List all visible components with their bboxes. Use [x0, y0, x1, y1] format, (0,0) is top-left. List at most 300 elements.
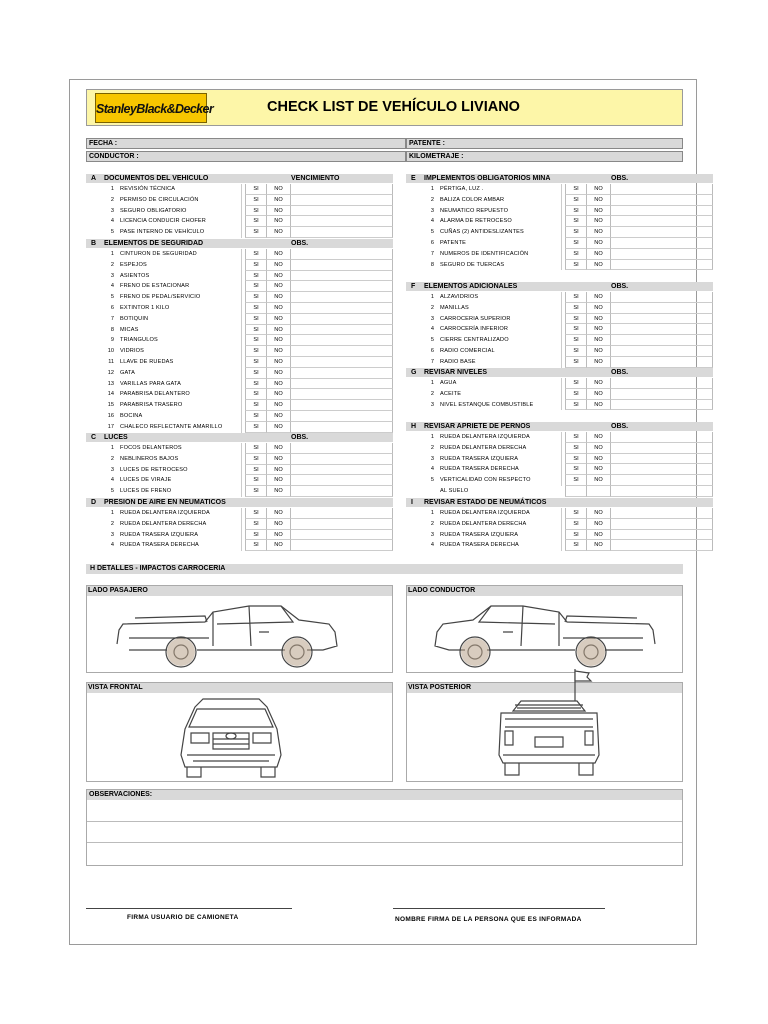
obs-cell[interactable]: [290, 411, 393, 422]
obs-cell[interactable]: [290, 443, 393, 454]
item-label: FOCOS DELANTEROS: [120, 445, 182, 451]
no-checkbox[interactable]: NO: [586, 216, 610, 227]
checklist-row: [86, 540, 393, 551]
no-checkbox[interactable]: NO: [586, 519, 610, 530]
section-header-b: [86, 239, 393, 248]
item-number: 6: [430, 240, 434, 246]
yes-checkbox[interactable]: SI: [565, 195, 586, 206]
no-cell-empty[interactable]: [586, 486, 610, 497]
no-checkbox[interactable]: NO: [586, 346, 610, 357]
checklist-row: [86, 519, 393, 530]
checklist-row: [86, 400, 393, 411]
yes-checkbox[interactable]: SI: [565, 519, 586, 530]
item-number: 1: [110, 510, 114, 516]
no-checkbox[interactable]: NO: [266, 260, 290, 271]
item-label: ACEITE: [440, 390, 462, 397]
yes-checkbox[interactable]: SI: [245, 454, 266, 465]
no-checkbox[interactable]: NO: [586, 357, 610, 368]
obs-cell[interactable]: [290, 216, 393, 227]
yes-checkbox[interactable]: SI: [245, 540, 266, 551]
checklist-row: [406, 475, 713, 486]
item-label: FRENO DE PEDAL/SERVICIO: [120, 294, 201, 301]
obs-cell[interactable]: [610, 238, 713, 249]
yes-checkbox[interactable]: SI: [565, 540, 586, 551]
no-checkbox[interactable]: NO: [586, 314, 610, 325]
no-checkbox[interactable]: NO: [266, 454, 290, 465]
no-checkbox[interactable]: NO: [586, 227, 610, 238]
no-checkbox[interactable]: NO: [266, 475, 290, 486]
yes-checkbox[interactable]: SI: [245, 389, 266, 400]
obs-cell[interactable]: [610, 216, 713, 227]
obs-cell[interactable]: [610, 357, 713, 368]
kilometraje-field[interactable]: KILOMETRAJE :: [406, 151, 683, 162]
pickup-truck-side-icon: [429, 598, 663, 672]
item-number: 3: [430, 207, 434, 214]
yes-checkbox[interactable]: SI: [245, 216, 266, 227]
checklist-row: [86, 314, 393, 325]
item-number: 2: [110, 261, 114, 268]
no-checkbox[interactable]: NO: [266, 519, 290, 530]
yes-checkbox[interactable]: SI: [565, 508, 586, 519]
obs-cell[interactable]: [610, 475, 713, 486]
no-checkbox[interactable]: NO: [586, 206, 610, 217]
no-checkbox[interactable]: NO: [266, 422, 290, 433]
yes-checkbox[interactable]: SI: [245, 184, 266, 195]
no-checkbox[interactable]: NO: [266, 379, 290, 390]
item-number: 4: [110, 477, 114, 484]
yes-checkbox[interactable]: SI: [565, 346, 586, 357]
no-checkbox[interactable]: NO: [266, 314, 290, 325]
yes-checkbox[interactable]: SI: [245, 379, 266, 390]
no-checkbox[interactable]: NO: [266, 368, 290, 379]
checklist-row: [406, 432, 713, 443]
item-label: RUEDA TRASERA DERECHA: [440, 542, 519, 549]
no-checkbox[interactable]: NO: [586, 303, 610, 314]
checklist-row: [406, 314, 713, 325]
no-checkbox[interactable]: NO: [266, 400, 290, 411]
lado-pasajero-label: LADO PASAJERO: [87, 586, 392, 596]
yes-checkbox[interactable]: SI: [565, 443, 586, 454]
yes-checkbox[interactable]: SI: [565, 464, 586, 475]
item-label: MANILLAS: [440, 304, 469, 311]
yes-checkbox[interactable]: SI: [245, 530, 266, 541]
no-checkbox[interactable]: NO: [266, 184, 290, 195]
item-label: AGUA: [440, 380, 457, 386]
obs-cell[interactable]: [290, 422, 393, 433]
yes-checkbox[interactable]: SI: [565, 389, 586, 400]
yes-checkbox[interactable]: SI: [565, 357, 586, 368]
item-label: VIDRIOS: [120, 348, 145, 355]
observaciones-line[interactable]: [87, 843, 682, 865]
no-checkbox[interactable]: NO: [586, 335, 610, 346]
no-checkbox[interactable]: NO: [586, 389, 610, 400]
checklist-row: [406, 454, 713, 465]
item-label: RUEDA DELANTERA IZQUIERDA: [120, 510, 210, 516]
yes-checkbox[interactable]: SI: [565, 184, 586, 195]
obs-cell[interactable]: [610, 519, 713, 530]
obs-cell[interactable]: [290, 335, 393, 346]
obs-cell[interactable]: [610, 260, 713, 271]
no-checkbox[interactable]: NO: [586, 195, 610, 206]
section-title: ELEMENTOS DE SEGURIDAD: [104, 240, 204, 247]
checklist-row: [406, 530, 713, 541]
no-checkbox[interactable]: NO: [266, 303, 290, 314]
yes-checkbox[interactable]: SI: [245, 325, 266, 336]
no-checkbox[interactable]: NO: [586, 378, 610, 389]
no-checkbox[interactable]: NO: [266, 530, 290, 541]
flag-icon: [571, 667, 593, 701]
obs-cell[interactable]: [290, 465, 393, 476]
section-title: PRESION DE AIRE EN NEUMATICOS: [104, 499, 226, 506]
yes-checkbox[interactable]: SI: [245, 475, 266, 486]
yes-checkbox[interactable]: SI: [565, 303, 586, 314]
section-header-h: [406, 422, 713, 431]
section-title: ELEMENTOS ADICIONALES: [424, 283, 518, 290]
section-header-f: [406, 282, 713, 291]
yes-checkbox[interactable]: SI: [245, 292, 266, 303]
checklist-row: [86, 260, 393, 271]
item-number: 2: [430, 444, 434, 451]
section-obs-label: OBS.: [291, 240, 309, 247]
obs-cell[interactable]: [290, 303, 393, 314]
yes-checkbox[interactable]: SI: [245, 357, 266, 368]
item-label: RADIO COMERCIAL: [440, 348, 495, 354]
obs-cell[interactable]: [610, 443, 713, 454]
page-title: CHECK LIST DE VEHÍCULO LIVIANO: [267, 99, 520, 115]
yes-checkbox[interactable]: SI: [245, 314, 266, 325]
item-label: RUEDA DELANTERA DERECHA: [120, 520, 207, 527]
section-letter: H: [411, 423, 417, 430]
obs-cell[interactable]: [290, 519, 393, 530]
checklist-row: [86, 227, 393, 238]
checklist-row: [86, 475, 393, 486]
yes-checkbox[interactable]: SI: [245, 335, 266, 346]
checklist-row: [406, 540, 713, 551]
lado-conductor-box[interactable]: [406, 585, 683, 673]
no-checkbox[interactable]: NO: [266, 195, 290, 206]
item-number: 1: [430, 510, 434, 516]
obs-cell[interactable]: [290, 314, 393, 325]
no-checkbox[interactable]: NO: [586, 432, 610, 443]
conductor-field[interactable]: CONDUCTOR :: [86, 151, 406, 162]
obs-cell[interactable]: [610, 292, 713, 303]
observaciones-line[interactable]: [87, 800, 682, 822]
yes-checkbox[interactable]: SI: [245, 195, 266, 206]
no-checkbox[interactable]: NO: [586, 475, 610, 486]
yes-checkbox[interactable]: SI: [565, 260, 586, 271]
yes-checkbox[interactable]: SI: [565, 324, 586, 335]
item-number: 5: [110, 294, 114, 301]
yes-checkbox[interactable]: SI: [245, 465, 266, 476]
obs-cell[interactable]: [610, 432, 713, 443]
signature-line-right[interactable]: [393, 908, 605, 909]
no-checkbox[interactable]: NO: [266, 206, 290, 217]
item-number: 2: [430, 196, 434, 203]
no-checkbox[interactable]: NO: [586, 184, 610, 195]
yes-checkbox[interactable]: SI: [565, 249, 586, 260]
signature-line-left[interactable]: [86, 908, 292, 909]
obs-cell[interactable]: [610, 206, 713, 217]
obs-cell[interactable]: [610, 227, 713, 238]
yes-checkbox[interactable]: SI: [565, 292, 586, 303]
no-checkbox[interactable]: NO: [266, 508, 290, 519]
yes-checkbox[interactable]: SI: [245, 422, 266, 433]
no-checkbox[interactable]: NO: [586, 530, 610, 541]
yes-checkbox[interactable]: SI: [245, 206, 266, 217]
obs-cell[interactable]: [290, 540, 393, 551]
obs-cell[interactable]: [290, 260, 393, 271]
fecha-field[interactable]: FECHA :: [86, 138, 406, 149]
obs-cell[interactable]: [610, 530, 713, 541]
item-label: TRIANGULOS: [120, 337, 158, 344]
item-number: 3: [110, 272, 114, 279]
item-number: 1: [110, 445, 114, 451]
item-number: 3: [110, 207, 114, 214]
checklist-row: [86, 206, 393, 217]
no-checkbox[interactable]: NO: [266, 486, 290, 497]
obs-cell[interactable]: [610, 314, 713, 325]
item-number: 3: [430, 531, 434, 538]
obs-cell[interactable]: [290, 195, 393, 206]
obs-cell[interactable]: [610, 324, 713, 335]
lado-pasajero-box[interactable]: [86, 585, 393, 673]
form-header: [86, 89, 683, 126]
obs-cell[interactable]: [290, 368, 393, 379]
section-title: DOCUMENTOS DEL VEHICULO: [104, 175, 209, 182]
checklist-row: [406, 324, 713, 335]
no-checkbox[interactable]: NO: [586, 540, 610, 551]
yes-checkbox[interactable]: SI: [245, 400, 266, 411]
item-label: ALARMA DE RETROCESO: [440, 218, 512, 225]
obs-cell[interactable]: [610, 389, 713, 400]
yes-checkbox[interactable]: SI: [565, 530, 586, 541]
obs-cell[interactable]: [610, 454, 713, 465]
no-checkbox[interactable]: NO: [266, 357, 290, 368]
obs-cell[interactable]: [610, 508, 713, 519]
no-checkbox[interactable]: NO: [266, 216, 290, 227]
yes-checkbox[interactable]: SI: [245, 227, 266, 238]
item-label: LUCES DE FRENO: [120, 488, 172, 495]
item-label: REVISIÓN TÉCNICA: [120, 186, 176, 192]
obs-cell[interactable]: [290, 400, 393, 411]
item-number: 1: [430, 186, 434, 192]
obs-cell[interactable]: [610, 400, 713, 411]
no-checkbox[interactable]: NO: [586, 443, 610, 454]
obs-cell[interactable]: [290, 281, 393, 292]
obs-cell[interactable]: [290, 357, 393, 368]
yes-checkbox[interactable]: SI: [245, 411, 266, 422]
obs-cell[interactable]: [290, 227, 393, 238]
section-letter: A: [91, 175, 97, 182]
checklist-row: [406, 227, 713, 238]
item-number: 3: [430, 315, 434, 322]
item-number: 4: [430, 542, 434, 549]
no-checkbox[interactable]: NO: [266, 411, 290, 422]
checklist-row: [86, 346, 393, 357]
obs-cell[interactable]: [610, 346, 713, 357]
item-number: 11: [108, 359, 114, 365]
no-checkbox[interactable]: NO: [266, 335, 290, 346]
item-label: CARROCERÍA INFERIOR: [440, 326, 509, 333]
yes-checkbox[interactable]: SI: [565, 314, 586, 325]
item-label: PASE INTERNO DE VEHÍCULO: [120, 229, 205, 236]
item-label: PARABRISA TRASERO: [120, 402, 183, 409]
item-number: 2: [110, 520, 114, 527]
yes-checkbox[interactable]: SI: [245, 281, 266, 292]
checklist-row: [406, 335, 713, 346]
obs-cell[interactable]: [290, 292, 393, 303]
no-checkbox[interactable]: NO: [266, 271, 290, 282]
yes-checkbox[interactable]: SI: [245, 249, 266, 260]
vista-frontal-box[interactable]: [86, 682, 393, 782]
yes-checkbox[interactable]: SI: [245, 486, 266, 497]
observaciones-box[interactable]: [86, 789, 683, 866]
yes-checkbox[interactable]: SI: [245, 260, 266, 271]
item-number: 12: [107, 369, 114, 376]
obs-cell[interactable]: [610, 486, 713, 497]
item-number: 2: [430, 304, 434, 311]
no-checkbox[interactable]: NO: [586, 238, 610, 249]
item-number: 7: [110, 315, 114, 322]
obs-cell[interactable]: [290, 389, 393, 400]
item-label: CHALECO REFLECTANTE AMARILLO: [120, 423, 223, 430]
yes-checkbox[interactable]: SI: [565, 335, 586, 346]
obs-cell[interactable]: [290, 486, 393, 497]
yes-checkbox[interactable]: SI: [245, 271, 266, 282]
section-letter: E: [411, 175, 416, 182]
obs-cell[interactable]: [290, 379, 393, 390]
checklist-row: [406, 464, 713, 475]
yes-checkbox[interactable]: SI: [245, 508, 266, 519]
section-obs-label: OBS.: [611, 175, 629, 182]
yes-checkbox[interactable]: SI: [245, 346, 266, 357]
no-checkbox[interactable]: NO: [586, 400, 610, 411]
no-checkbox[interactable]: NO: [266, 346, 290, 357]
item-label: CINTURON DE SEGURIDAD: [120, 251, 197, 257]
yes-checkbox[interactable]: SI: [245, 519, 266, 530]
obs-cell[interactable]: [290, 325, 393, 336]
company-logo: StanleyBlack&Decker: [95, 93, 207, 123]
no-checkbox[interactable]: NO: [266, 443, 290, 454]
patente-field[interactable]: PATENTE :: [406, 138, 683, 149]
yes-checkbox[interactable]: SI: [245, 443, 266, 454]
yes-checkbox[interactable]: SI: [565, 454, 586, 465]
item-number: 1: [430, 294, 434, 300]
no-checkbox[interactable]: NO: [266, 540, 290, 551]
checklist-row: [86, 357, 393, 368]
item-label: RUEDA TRASERA DERECHA: [440, 466, 519, 473]
section-title: REVISAR ESTADO DE NEUMÁTICOS: [424, 499, 547, 506]
item-number: 14: [107, 391, 114, 398]
no-checkbox[interactable]: NO: [586, 292, 610, 303]
yes-checkbox[interactable]: SI: [565, 475, 586, 486]
section-letter: C: [91, 434, 97, 441]
vista-frontal-label: VISTA FRONTAL: [87, 683, 392, 693]
no-checkbox[interactable]: NO: [586, 508, 610, 519]
checklist-row: [86, 454, 393, 465]
item-number: 4: [430, 218, 434, 225]
section-letter: D: [91, 499, 97, 506]
checklist-row: [86, 530, 393, 541]
item-label: ASIENTOS: [120, 272, 150, 279]
obs-cell[interactable]: [290, 346, 393, 357]
obs-cell[interactable]: [290, 530, 393, 541]
observaciones-line[interactable]: [87, 822, 682, 844]
item-number: 5: [430, 337, 434, 344]
yes-cell-empty[interactable]: [565, 486, 586, 497]
obs-cell[interactable]: [610, 335, 713, 346]
obs-cell[interactable]: [290, 249, 393, 260]
no-checkbox[interactable]: NO: [586, 464, 610, 475]
pickup-truck-rear-icon: [491, 697, 607, 781]
obs-cell[interactable]: [610, 464, 713, 475]
yes-checkbox[interactable]: SI: [565, 400, 586, 411]
obs-cell[interactable]: [290, 475, 393, 486]
no-checkbox[interactable]: NO: [266, 227, 290, 238]
item-number: 5: [110, 488, 114, 495]
no-checkbox[interactable]: NO: [266, 292, 290, 303]
yes-checkbox[interactable]: SI: [565, 432, 586, 443]
yes-checkbox[interactable]: SI: [565, 238, 586, 249]
pickup-truck-side-icon: [109, 598, 343, 672]
checklist-row: [406, 216, 713, 227]
obs-cell[interactable]: [610, 195, 713, 206]
yes-checkbox[interactable]: SI: [565, 227, 586, 238]
no-checkbox[interactable]: NO: [266, 249, 290, 260]
no-checkbox[interactable]: NO: [266, 281, 290, 292]
obs-cell[interactable]: [610, 303, 713, 314]
no-checkbox[interactable]: NO: [266, 465, 290, 476]
checklist-row: [406, 400, 713, 411]
no-checkbox[interactable]: NO: [266, 325, 290, 336]
item-label: NEBLINEROS BAJOS: [120, 455, 179, 462]
obs-cell[interactable]: [610, 378, 713, 389]
checklist-row: [86, 508, 393, 519]
item-label: FRENO DE ESTACIONAR: [120, 283, 190, 290]
yes-checkbox[interactable]: SI: [245, 303, 266, 314]
obs-cell[interactable]: [290, 454, 393, 465]
obs-cell[interactable]: [610, 184, 713, 195]
section-obs-label: OBS.: [291, 434, 309, 441]
yes-checkbox[interactable]: SI: [245, 368, 266, 379]
no-checkbox[interactable]: NO: [586, 324, 610, 335]
checklist-page: [69, 79, 697, 945]
yes-checkbox[interactable]: SI: [565, 378, 586, 389]
checklist-row: [86, 195, 393, 206]
section-obs-label: OBS.: [611, 369, 629, 376]
yes-checkbox[interactable]: SI: [565, 206, 586, 217]
checklist-row: [86, 303, 393, 314]
no-checkbox[interactable]: NO: [586, 249, 610, 260]
obs-cell[interactable]: [290, 271, 393, 282]
obs-cell[interactable]: [290, 206, 393, 217]
obs-cell[interactable]: [290, 184, 393, 195]
item-label: PATENTE: [440, 240, 467, 246]
item-label: BOCINA: [120, 413, 143, 419]
obs-cell[interactable]: [610, 540, 713, 551]
yes-checkbox[interactable]: SI: [565, 216, 586, 227]
vista-posterior-box[interactable]: [406, 682, 683, 782]
item-label: SEGURO DE TUERCAS: [440, 261, 505, 268]
no-checkbox[interactable]: NO: [586, 260, 610, 271]
checklist-row: [86, 486, 393, 497]
checklist-row: [406, 303, 713, 314]
obs-cell[interactable]: [610, 249, 713, 260]
obs-cell[interactable]: [290, 508, 393, 519]
item-label: VERTICALIDAD CON RESPECTO: [440, 477, 531, 484]
no-checkbox[interactable]: NO: [586, 454, 610, 465]
no-checkbox[interactable]: NO: [266, 389, 290, 400]
